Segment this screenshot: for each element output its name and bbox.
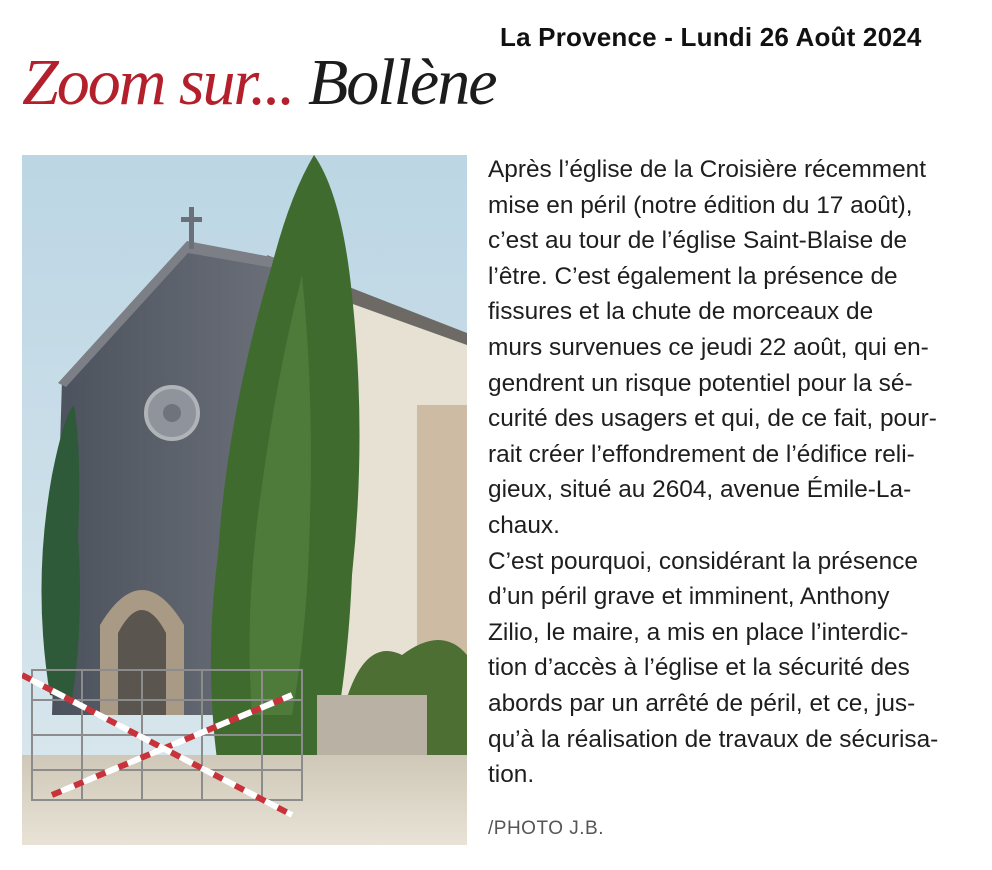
article-line: d’un péril grave et imminent, Anthony xyxy=(488,583,890,611)
article-body xyxy=(488,152,978,793)
article-line: gieux, situé au 2604, avenue Émile-La- xyxy=(488,476,912,504)
kicker-town: Bollène xyxy=(307,46,496,119)
kicker-prefix: Zoom sur... xyxy=(22,46,294,119)
article-line: Après l’église de la Croisière récemment xyxy=(488,156,927,183)
article-line: Zilio, le maire, a mis en place l’interdic- xyxy=(488,618,909,646)
article-line: mise en péril (notre édition du 17 août), xyxy=(488,191,913,219)
article-line: C’est pourquoi, considérant la présence xyxy=(488,547,918,575)
article-line: tion. xyxy=(488,761,535,789)
article-line: chaux. xyxy=(488,511,560,539)
article-line: tion d’accès à l’église et la sécurité des xyxy=(488,654,910,682)
article-line: gendrent un risque potentiel pour la sé- xyxy=(488,369,913,397)
church-photo xyxy=(22,155,467,845)
cross-vertical xyxy=(189,207,194,249)
photo-credit: /PHOTO J.B. xyxy=(488,818,605,839)
article-line: abords par un arrêté de péril, et ce, jus- xyxy=(488,689,916,717)
article-line: l’être. C’est également la présence de xyxy=(488,262,898,290)
newspaper-source-date: La Provence - Lundi 26 Août 2024 xyxy=(500,22,922,52)
section-kicker xyxy=(22,46,496,119)
church-illustration xyxy=(22,155,467,845)
article-line: rait créer l’effondrement de l’édifice reli- xyxy=(488,440,915,468)
cross-horizontal xyxy=(181,217,202,222)
article-line: fissures et la chute de morceaux de xyxy=(488,298,874,326)
article-line: c’est au tour de l’église Saint-Blaise de xyxy=(488,227,908,255)
article-line: qu’à la réalisation de travaux de sécurisa- xyxy=(488,725,939,753)
article-line: curité des usagers et qui, de ce fait, pour- xyxy=(488,405,937,433)
article-line: murs survenues ce jeudi 22 août, qui en- xyxy=(488,333,929,361)
